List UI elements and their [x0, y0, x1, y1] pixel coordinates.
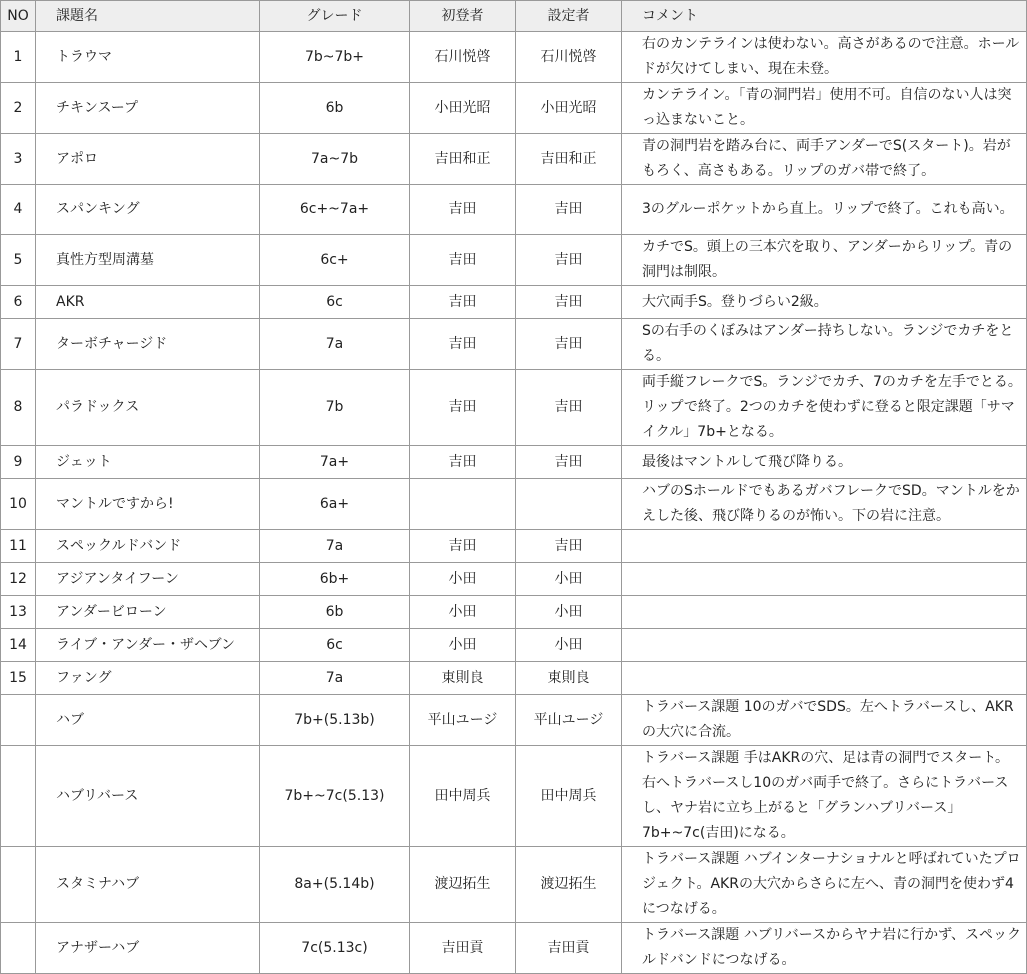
setter-cell — [516, 479, 622, 530]
first-ascent-cell: 平山ユージ — [410, 695, 516, 746]
grade-cell: 7a~7b — [260, 134, 410, 185]
setter-cell: 小田 — [516, 563, 622, 596]
row-number-cell: 2 — [1, 83, 36, 134]
table-row — [1, 370, 1027, 446]
first-ascent-cell: 小田 — [410, 596, 516, 629]
comment-cell — [622, 662, 1027, 695]
table-row — [1, 563, 1027, 596]
problem-name-cell: ハブ — [36, 695, 260, 746]
row-number-cell — [1, 746, 36, 847]
setter-cell: 田中周兵 — [516, 746, 622, 847]
grade-cell: 6b — [260, 596, 410, 629]
grade-cell: 7a — [260, 530, 410, 563]
comment-cell: カンテライン。「青の洞門岩」使用不可。自信のない人は突っ込まないこと。 — [622, 83, 1027, 134]
problem-name-cell: 真性方型周溝墓 — [36, 235, 260, 286]
problem-name-cell: ファング — [36, 662, 260, 695]
problem-name-cell: パラドックス — [36, 370, 260, 446]
table-row — [1, 32, 1027, 83]
table-row — [1, 286, 1027, 319]
grade-cell: 7a — [260, 319, 410, 370]
grade-cell: 7b+~7c(5.13) — [260, 746, 410, 847]
setter-cell: 吉田和正 — [516, 134, 622, 185]
first-ascent-cell: 田中周兵 — [410, 746, 516, 847]
problem-name-cell: ジェット — [36, 446, 260, 479]
header-first-ascent: 初登者 — [410, 1, 516, 32]
row-number-cell: 5 — [1, 235, 36, 286]
comment-cell: 最後はマントルして飛び降りる。 — [622, 446, 1027, 479]
setter-cell: 吉田貢 — [516, 923, 622, 974]
first-ascent-cell: 吉田 — [410, 370, 516, 446]
first-ascent-cell: 吉田貢 — [410, 923, 516, 974]
table-row — [1, 662, 1027, 695]
grade-cell: 6b — [260, 83, 410, 134]
problem-name-cell: ターボチャージド — [36, 319, 260, 370]
setter-cell: 渡辺拓生 — [516, 847, 622, 923]
problem-name-cell: ハブリバース — [36, 746, 260, 847]
header-name: 課題名 — [36, 1, 260, 32]
table-row — [1, 185, 1027, 235]
problem-name-cell: スペックルドバンド — [36, 530, 260, 563]
row-number-cell: 4 — [1, 185, 36, 235]
header-no: NO — [1, 1, 36, 32]
grade-cell: 6a+ — [260, 479, 410, 530]
comment-cell — [622, 530, 1027, 563]
comment-cell — [622, 563, 1027, 596]
first-ascent-cell: 吉田 — [410, 235, 516, 286]
first-ascent-cell: 石川悦啓 — [410, 32, 516, 83]
row-number-cell: 15 — [1, 662, 36, 695]
first-ascent-cell: 吉田 — [410, 185, 516, 235]
first-ascent-cell: 小田 — [410, 629, 516, 662]
comment-cell: 大穴両手S。登りづらい2級。 — [622, 286, 1027, 319]
setter-cell: 吉田 — [516, 446, 622, 479]
comment-cell — [622, 629, 1027, 662]
row-number-cell: 8 — [1, 370, 36, 446]
problem-name-cell: アンダービローン — [36, 596, 260, 629]
grade-cell: 7b — [260, 370, 410, 446]
table-row — [1, 596, 1027, 629]
table-row — [1, 235, 1027, 286]
table-row — [1, 923, 1027, 974]
setter-cell: 吉田 — [516, 235, 622, 286]
first-ascent-cell: 吉田 — [410, 286, 516, 319]
comment-cell: カチでS。頭上の三本穴を取り、アンダーからリップ。青の洞門は制限。 — [622, 235, 1027, 286]
row-number-cell: 3 — [1, 134, 36, 185]
grade-cell: 6c+~7a+ — [260, 185, 410, 235]
grade-cell: 7b~7b+ — [260, 32, 410, 83]
header-row — [1, 1, 1027, 32]
row-number-cell: 11 — [1, 530, 36, 563]
table-row — [1, 446, 1027, 479]
problem-name-cell: ライブ・アンダー・ザヘブン — [36, 629, 260, 662]
comment-cell: ハブのSホールドでもあるガバフレークでSD。マントルをかえした後、飛び降りるのが怖い。下の岩に注意。 — [622, 479, 1027, 530]
problem-name-cell: アジアンタイフーン — [36, 563, 260, 596]
grade-cell: 7b+(5.13b) — [260, 695, 410, 746]
row-number-cell: 13 — [1, 596, 36, 629]
table-row — [1, 83, 1027, 134]
setter-cell: 平山ユージ — [516, 695, 622, 746]
setter-cell: 小田 — [516, 596, 622, 629]
grade-cell: 7a — [260, 662, 410, 695]
comment-cell: トラバース課題 ハブリバースからヤナ岩に行かず、スペックルドバンドにつなげる。 — [622, 923, 1027, 974]
comment-cell: トラバース課題 10のガバでSDS。左へトラバースし、AKRの大穴に合流。 — [622, 695, 1027, 746]
comment-cell: 3のグルーポケットから直上。リップで終了。これも高い。 — [622, 185, 1027, 235]
table-row — [1, 746, 1027, 847]
table-row — [1, 629, 1027, 662]
comment-cell: 両手縦フレークでS。ランジでカチ、7のカチを左手でとる。リップで終了。2つのカチを使わずに登ると限定課題「サマイクル」7b+となる。 — [622, 370, 1027, 446]
problem-name-cell: トラウマ — [36, 32, 260, 83]
grade-cell: 6b+ — [260, 563, 410, 596]
setter-cell: 吉田 — [516, 286, 622, 319]
first-ascent-cell — [410, 479, 516, 530]
setter-cell: 吉田 — [516, 530, 622, 563]
grade-cell: 8a+(5.14b) — [260, 847, 410, 923]
setter-cell: 小田光昭 — [516, 83, 622, 134]
header-setter: 設定者 — [516, 1, 622, 32]
header-grade: グレード — [260, 1, 410, 32]
setter-cell: 吉田 — [516, 370, 622, 446]
grade-cell: 6c+ — [260, 235, 410, 286]
row-number-cell: 9 — [1, 446, 36, 479]
grade-cell: 7a+ — [260, 446, 410, 479]
setter-cell: 石川悦啓 — [516, 32, 622, 83]
comment-cell — [622, 596, 1027, 629]
table-row — [1, 530, 1027, 563]
problem-name-cell: アナザーハブ — [36, 923, 260, 974]
first-ascent-cell: 東則良 — [410, 662, 516, 695]
problem-name-cell: スタミナハブ — [36, 847, 260, 923]
problem-name-cell: スパンキング — [36, 185, 260, 235]
table-row — [1, 479, 1027, 530]
comment-cell: 青の洞門岩を踏み台に、両手アンダーでS(スタート)。岩がもろく、高さもある。リップのガバ帯で終了。 — [622, 134, 1027, 185]
first-ascent-cell: 吉田 — [410, 319, 516, 370]
row-number-cell: 7 — [1, 319, 36, 370]
table-row — [1, 695, 1027, 746]
comment-cell: トラバース課題 手はAKRの穴、足は青の洞門でスタート。右へトラバースし10のガバ両手で終了。さらにトラバースし、ヤナ岩に立ち上がると「グランハブリバース」7b+~7c(吉田)になる。 — [622, 746, 1027, 847]
problem-name-cell: チキンスープ — [36, 83, 260, 134]
grade-cell: 6c — [260, 286, 410, 319]
grade-cell: 7c(5.13c) — [260, 923, 410, 974]
setter-cell: 小田 — [516, 629, 622, 662]
row-number-cell — [1, 847, 36, 923]
problem-name-cell: アポロ — [36, 134, 260, 185]
comment-cell: Sの右手のくぼみはアンダー持ちしない。ランジでカチをとる。 — [622, 319, 1027, 370]
first-ascent-cell: 渡辺拓生 — [410, 847, 516, 923]
first-ascent-cell: 小田 — [410, 563, 516, 596]
row-number-cell — [1, 695, 36, 746]
row-number-cell: 10 — [1, 479, 36, 530]
row-number-cell: 1 — [1, 32, 36, 83]
first-ascent-cell: 吉田 — [410, 530, 516, 563]
table-row — [1, 847, 1027, 923]
row-number-cell: 12 — [1, 563, 36, 596]
comment-cell: トラバース課題 ハブインターナショナルと呼ばれていたプロジェクト。AKRの大穴からさらに左へ、青の洞門を使わず4につなげる。 — [622, 847, 1027, 923]
grade-cell: 6c — [260, 629, 410, 662]
problem-name-cell: マントルですから! — [36, 479, 260, 530]
row-number-cell: 14 — [1, 629, 36, 662]
problem-name-cell: AKR — [36, 286, 260, 319]
table-row — [1, 319, 1027, 370]
first-ascent-cell: 吉田 — [410, 446, 516, 479]
setter-cell: 吉田 — [516, 185, 622, 235]
table-row — [1, 134, 1027, 185]
setter-cell: 吉田 — [516, 319, 622, 370]
comment-cell: 右のカンテラインは使わない。高さがあるので注意。ホールドが欠けてしまい、現在未登。 — [622, 32, 1027, 83]
first-ascent-cell: 吉田和正 — [410, 134, 516, 185]
row-number-cell — [1, 923, 36, 974]
row-number-cell: 6 — [1, 286, 36, 319]
setter-cell: 東則良 — [516, 662, 622, 695]
header-comment: コメント — [622, 1, 1027, 32]
first-ascent-cell: 小田光昭 — [410, 83, 516, 134]
